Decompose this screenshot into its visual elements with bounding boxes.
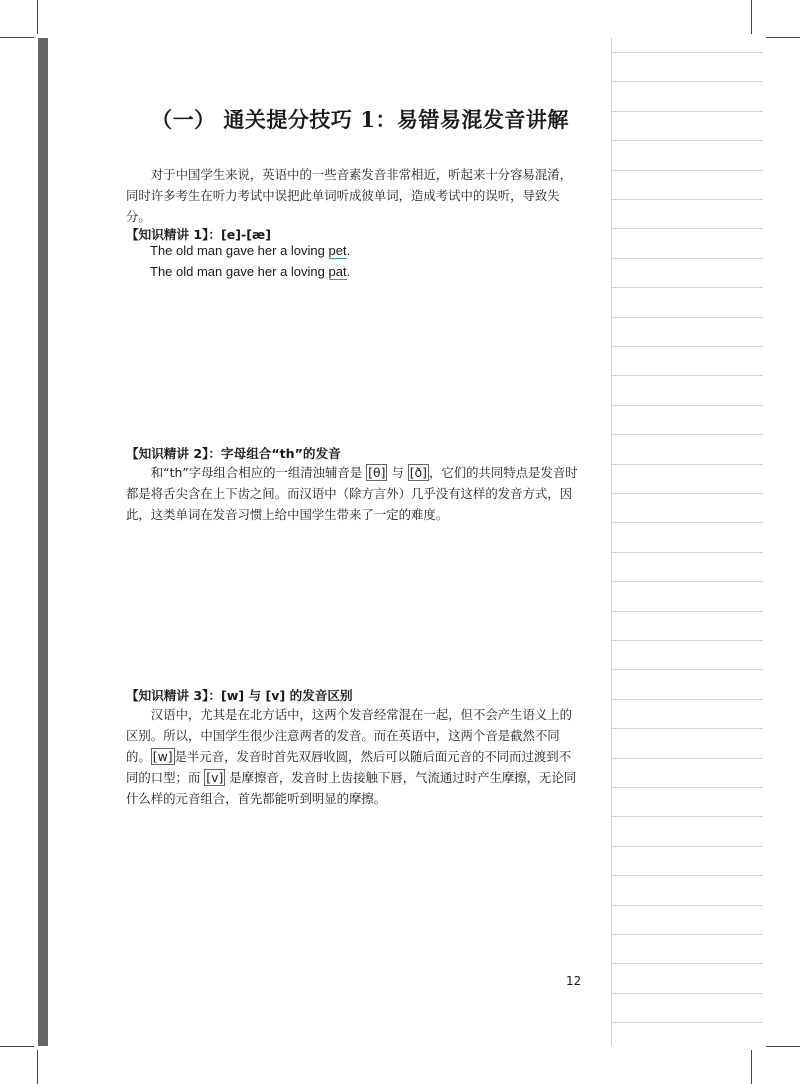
section3-paragraph [126,704,582,809]
example-text: The old man gave her a loving [150,243,329,258]
ruled-line [612,1022,763,1023]
crop-mark [766,37,800,38]
phonetic-symbol: [w] [152,749,173,764]
ruled-line [612,816,763,817]
ruled-line [612,875,763,876]
ruled-line [612,346,763,347]
ruled-line [612,375,763,376]
ruled-line [612,993,763,994]
section3-heading: 【知识精讲 3】：[w] 与 [v] 的发音区别 [126,688,353,703]
paragraph-text: ，它们的共同特点是发音时都是将舌尖含在上下齿之间。而汉语中（除方言外）几乎没有这样的发音方式，因此，这类单词在发音习惯上给中国学生带来了一定的难度。 [126,465,578,522]
intro-paragraph: 对于中国学生来说，英语中的一些音素发音非常相近，听起来十分容易混淆，同时许多考生在听力考试中误把此单词听成彼单词，造成考试中的误听，导致失分。 [126,167,573,224]
ruled-line [612,787,763,788]
paragraph-text: 是半元音，发音时首先双唇收圆，然后可以随后面元音的不同而过渡到不同的口型；而 [126,749,572,785]
ruled-line [612,170,763,171]
ruled-line [612,758,763,759]
ruled-line [612,669,763,670]
crop-mark [0,37,34,38]
ruled-line [612,728,763,729]
page-number: 12 [566,974,582,988]
crop-mark [37,0,38,34]
ruled-line [612,581,763,582]
ruled-line [612,228,763,229]
punctuation: . [346,264,351,279]
ruled-line [612,434,763,435]
ruled-line [612,405,763,406]
section2-paragraph [126,462,582,525]
ruled-line [612,287,763,288]
page-spine [38,38,48,1046]
crop-mark [751,1050,752,1084]
crop-mark [751,0,752,34]
ruled-line [612,522,763,523]
ruled-line [612,199,763,200]
ruled-line [612,317,763,318]
ruled-line [612,934,763,935]
ruled-line [612,258,763,259]
page-title: （一） 通关提分技巧 1：易错易混发音讲解 [151,107,569,132]
example-text: The old man gave her a loving [150,264,329,279]
phonetic-symbol: [θ] [368,465,386,480]
example-sentence-2 [150,264,350,279]
crop-mark [0,1046,34,1047]
example-sentence-1 [150,243,350,258]
ruled-line [612,699,763,700]
ruled-line [612,905,763,906]
ruled-line [612,963,763,964]
ruled-line [612,640,763,641]
ruled-line [612,493,763,494]
ruled-line [612,52,763,53]
phonetic-symbol: [ð] [409,465,427,480]
ruled-line [612,611,763,612]
paragraph-text: 和“th”字母组合相应的一组清浊辅音是 [150,465,367,480]
notes-margin [611,38,763,1046]
ruled-line [612,846,763,847]
crop-mark [37,1050,38,1084]
ruled-line [612,464,763,465]
paragraph-text: 是摩擦音，发音时上齿接触下唇，气流通过时产生摩擦，无论同什么样的元音组合，首先都能听到明显的摩擦。 [126,770,577,806]
phonetic-symbol: [v] [206,770,224,785]
ruled-line [612,552,763,553]
crop-mark [766,1046,800,1047]
paragraph-text: 汉语中，尤其是在北方话中，这两个发音经常混在一起，但不会产生语义上的区别。所以，中国学生很少注意两者的发音。而在英语中，这两个音是截然不同的。 [126,707,573,764]
ruled-line [612,140,763,141]
section2-heading: 【知识精讲 2】：字母组合“th”的发音 [126,446,341,461]
section1-heading: 【知识精讲 1】：[e]-[æ] [126,227,271,242]
paragraph-text: 与 [387,465,408,480]
underlined-word: pet [328,243,347,258]
underlined-word: pat [328,264,347,279]
ruled-line [612,81,763,82]
punctuation: . [346,243,351,258]
